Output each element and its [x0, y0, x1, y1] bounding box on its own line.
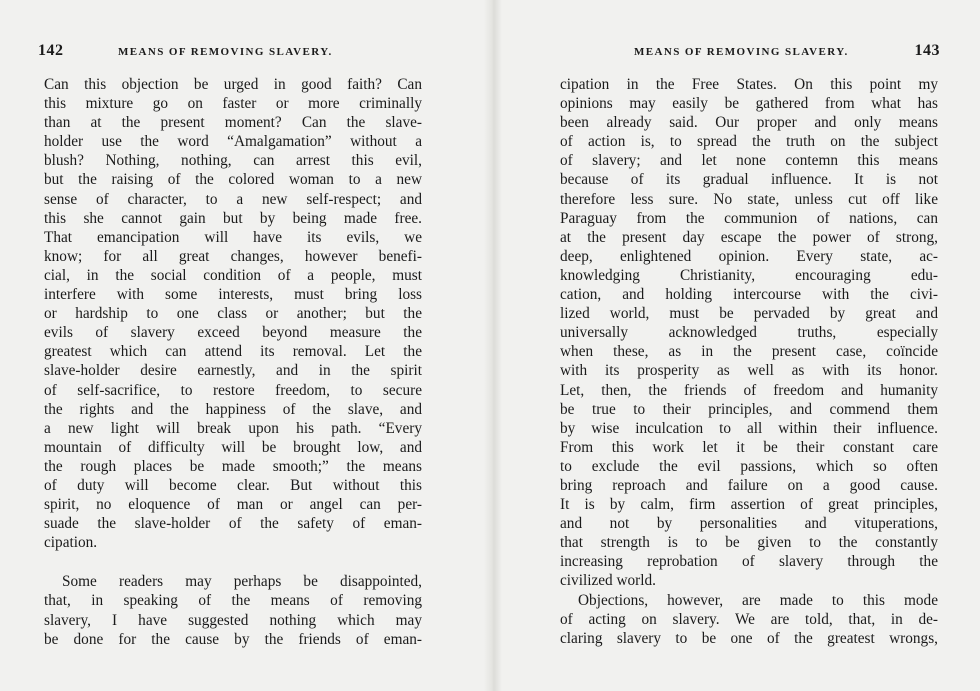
text-line: this mixture go on faster or more criminally — [44, 95, 422, 113]
text-line: cipation. — [44, 534, 98, 552]
text-line: Some readers may perhaps be disappointed, — [62, 573, 422, 591]
text-line: but the raising of the colored woman to a new — [44, 171, 422, 189]
text-line: From this work let it be their constant care — [560, 438, 938, 456]
text-line: claring slavery to be one of the greatest wrongs, — [560, 629, 938, 647]
text-line: by wise inculcation to all within their influence. — [560, 419, 938, 437]
text-line: holder use the word “Amalgamation” without a — [44, 133, 422, 151]
text-line: increasing reprobation of slavery through the — [560, 553, 938, 571]
text-line: of duty will become clear. But without this — [44, 476, 422, 494]
text-line: evils of slavery exceed beyond measure the — [44, 324, 422, 342]
text-line: blush? Nothing, nothing, can arrest this evil, — [44, 152, 422, 170]
text-line: bring reproach and failure on a good cause. — [560, 476, 938, 494]
text-line: that strength is to be given to the constantly — [560, 534, 938, 552]
text-line: when these, as in the present case, coïncide — [560, 343, 938, 361]
text-line: slavery, I have suggested nothing which may — [44, 611, 422, 629]
text-line: knowledging Christianity, encouraging edu- — [560, 266, 938, 284]
text-line: slave-holder desire earnestly, and in the spirit — [44, 362, 422, 380]
text-line: cipation in the Free States. On this point my — [560, 76, 938, 93]
running-head: MEANS OF REMOVING SLAVERY. — [118, 46, 333, 58]
text-line: the rights and the happiness of the slave, and — [44, 400, 422, 418]
text-line: this she cannot gain but by being made free. — [44, 209, 422, 227]
text-line: mountain of difficulty will be brought low, and — [44, 438, 422, 456]
paragraph — [44, 75, 422, 552]
text-line: lized world, must be pervaded by great and — [560, 305, 938, 323]
text-line: be true to their principles, and commend them — [560, 400, 938, 418]
text-line: to exclude the evil passions, which so often — [560, 457, 938, 475]
text-line: opinions may easily be gathered from what has — [560, 95, 938, 113]
running-head: MEANS OF REMOVING SLAVERY. — [634, 46, 849, 58]
paragraph — [560, 591, 938, 648]
text-line: greatest which can attend its removal. Let the — [44, 343, 422, 361]
paragraph — [44, 572, 422, 648]
paragraph — [560, 75, 938, 591]
text-line: therefore less sure. No state, unless cut off like — [560, 190, 938, 208]
text-line: a new light will break upon his path. “Every — [44, 419, 422, 437]
left-page — [0, 0, 486, 691]
text-line: be done for the cause by the friends of eman- — [44, 630, 422, 648]
text-line: spirit, no eloquence of man or angel can per- — [44, 496, 422, 514]
text-line: of action is, to spread the truth on the subject — [560, 133, 938, 151]
right-page-text — [560, 75, 938, 648]
right-page-header — [562, 42, 940, 62]
text-line: because of its gradual influence. It is not — [560, 171, 938, 189]
text-line: sense of character, to a new self-respect; and — [44, 190, 422, 208]
text-line: or hardship to one class or another; but the — [44, 305, 422, 323]
right-page — [500, 0, 980, 691]
page-number: 142 — [38, 42, 64, 59]
text-line: of acting on slavery. We are told, that, in de- — [560, 610, 938, 628]
text-line: Paraguay from the communion of nations, can — [560, 209, 938, 227]
text-line: universally acknowledged truths, especially — [560, 324, 938, 342]
text-line: cation, and holding intercourse with the civi- — [560, 286, 938, 304]
page-number: 143 — [914, 42, 940, 59]
left-page-header — [38, 42, 442, 62]
text-line: of self-sacrifice, to restore freedom, to secure — [44, 381, 422, 399]
text-line: That emancipation will have its evils, we — [44, 228, 422, 246]
text-line: the rough places be made smooth;” the means — [44, 457, 422, 475]
text-line: Objections, however, are made to this mode — [578, 591, 938, 609]
text-line: of slavery; and let none contemn this means — [560, 152, 938, 170]
left-page-text — [44, 75, 422, 649]
text-line: than at the present moment? Can the slave- — [44, 114, 422, 132]
text-line: know; for all great changes, however benefi- — [44, 247, 422, 265]
text-line: It is by calm, firm assertion of great principles, — [560, 496, 938, 514]
text-line: with its prosperity as well as with its honor. — [560, 362, 938, 380]
text-line: and not by personalities and vituperations, — [560, 515, 938, 533]
text-line: Let, then, the friends of freedom and humanity — [560, 381, 938, 399]
text-line: interfere with some interests, must bring loss — [44, 286, 422, 304]
text-line: been already said. Our proper and only means — [560, 114, 938, 132]
text-line: at the present day escape the power of strong, — [560, 228, 938, 246]
text-line: civilized world. — [560, 572, 657, 590]
text-line: Can this objection be urged in good faith? Can — [44, 76, 422, 93]
text-line: deep, enlightened opinion. Every state, ac- — [560, 247, 938, 265]
text-line: that, in speaking of the means of removing — [44, 592, 422, 610]
text-line: suade the slave-holder of the safety of eman- — [44, 515, 422, 533]
text-line: cial, in the social condition of a people, must — [44, 266, 422, 284]
